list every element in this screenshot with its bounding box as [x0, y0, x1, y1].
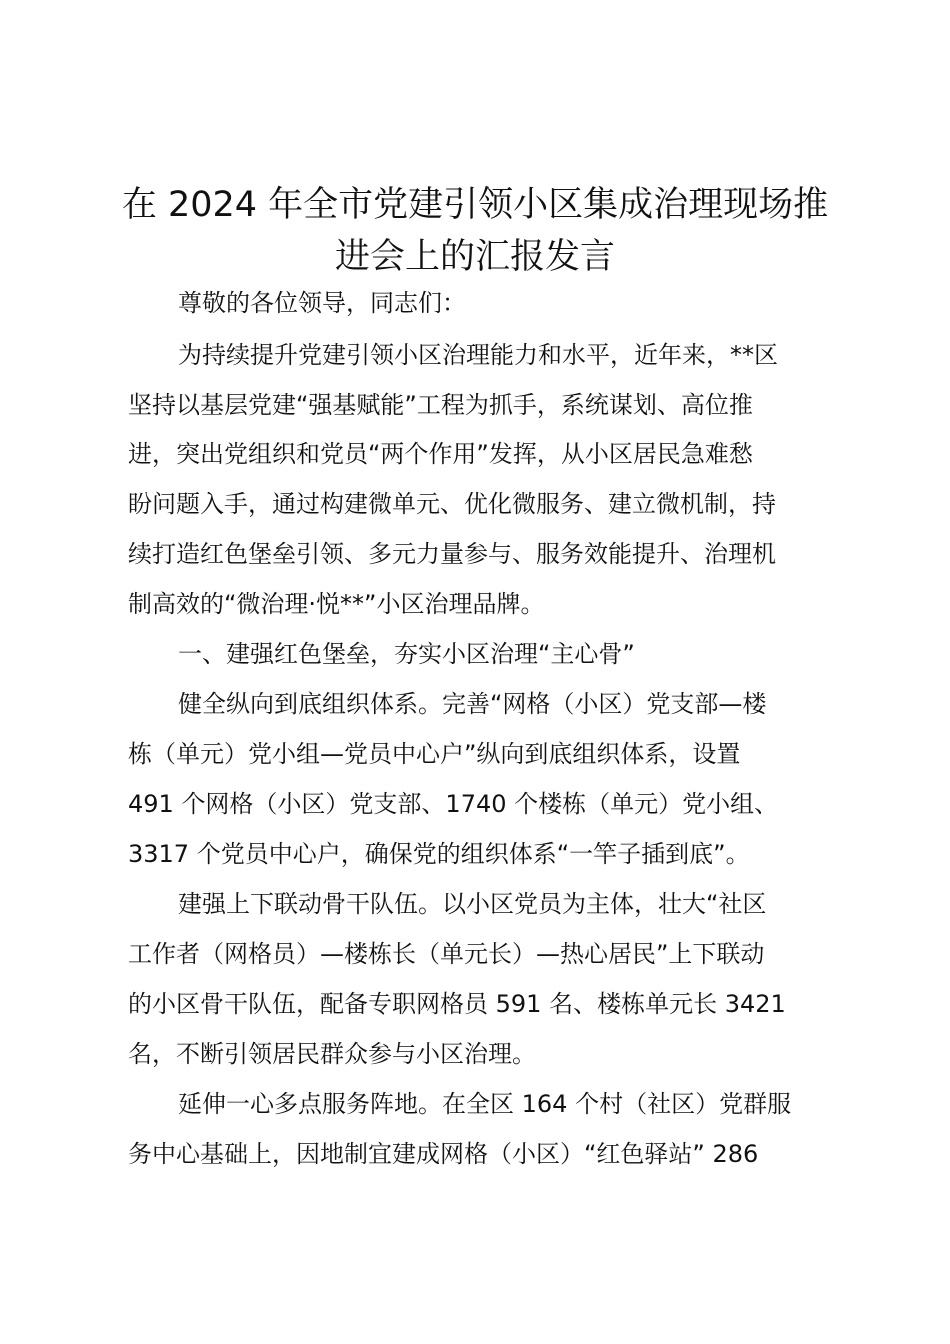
paragraph-service-line: 务中心基础上，因地制宜建成网格（小区）“红色驿站” 286 [128, 1140, 759, 1168]
paragraph-intro-line: 坚持以基层党建“强基赋能”工程为抓手，系统谋划、高位推 [128, 391, 753, 419]
paragraph-team-line: 名，不断引领居民群众参与小区治理。 [128, 1040, 536, 1068]
paragraph-intro-line: 盼问题入手，通过构建微单元、优化微服务、建立微机制，持 [128, 490, 776, 518]
paragraph-team-line: 建强上下联动骨干队伍。以小区党员为主体，壮大“社区 [178, 890, 767, 918]
paragraph-intro-line: 为持续提升党建引领小区治理能力和水平，近年来，**区 [178, 341, 778, 369]
paragraph-team-line: 工作者（网格员）—楼栋长（单元长）—热心居民”上下联动 [128, 940, 765, 968]
document-title-line-2: 进会上的汇报发言 [334, 237, 615, 277]
paragraph-service-line: 延伸一心多点服务阵地。在全区 164 个村（社区）党群服 [178, 1090, 792, 1118]
paragraph-organization-line: 3317 个党员中心户，确保党的组织体系“一竿子插到底”。 [128, 840, 750, 868]
document-title-line-1: 在 2024 年全市党建引领小区集成治理现场推 [121, 185, 829, 225]
salutation: 尊敬的各位领导，同志们： [178, 289, 466, 317]
paragraph-organization-line: 491 个网格（小区）党支部、1740 个楼栋（单元）党小组、 [128, 790, 779, 818]
section-heading-1: 一、建强红色堡垒，夯实小区治理“主心骨” [178, 640, 635, 668]
paragraph-intro-line: 进，突出党组织和党员“两个作用”发挥，从小区居民急难愁 [128, 440, 753, 468]
paragraph-organization-line: 栋（单元）党小组—党员中心户”纵向到底组织体系，设置 [128, 740, 741, 768]
paragraph-intro-line: 制高效的“微治理·悦**”小区治理品牌。 [128, 590, 545, 618]
paragraph-team-line: 的小区骨干队伍，配备专职网格员 591 名、楼栋单元长 3421 [128, 990, 786, 1018]
paragraph-organization-line: 健全纵向到底组织体系。完善“网格（小区）党支部—楼 [178, 690, 767, 718]
paragraph-intro-line: 续打造红色堡垒引领、多元力量参与、服务效能提升、治理机 [128, 540, 776, 568]
